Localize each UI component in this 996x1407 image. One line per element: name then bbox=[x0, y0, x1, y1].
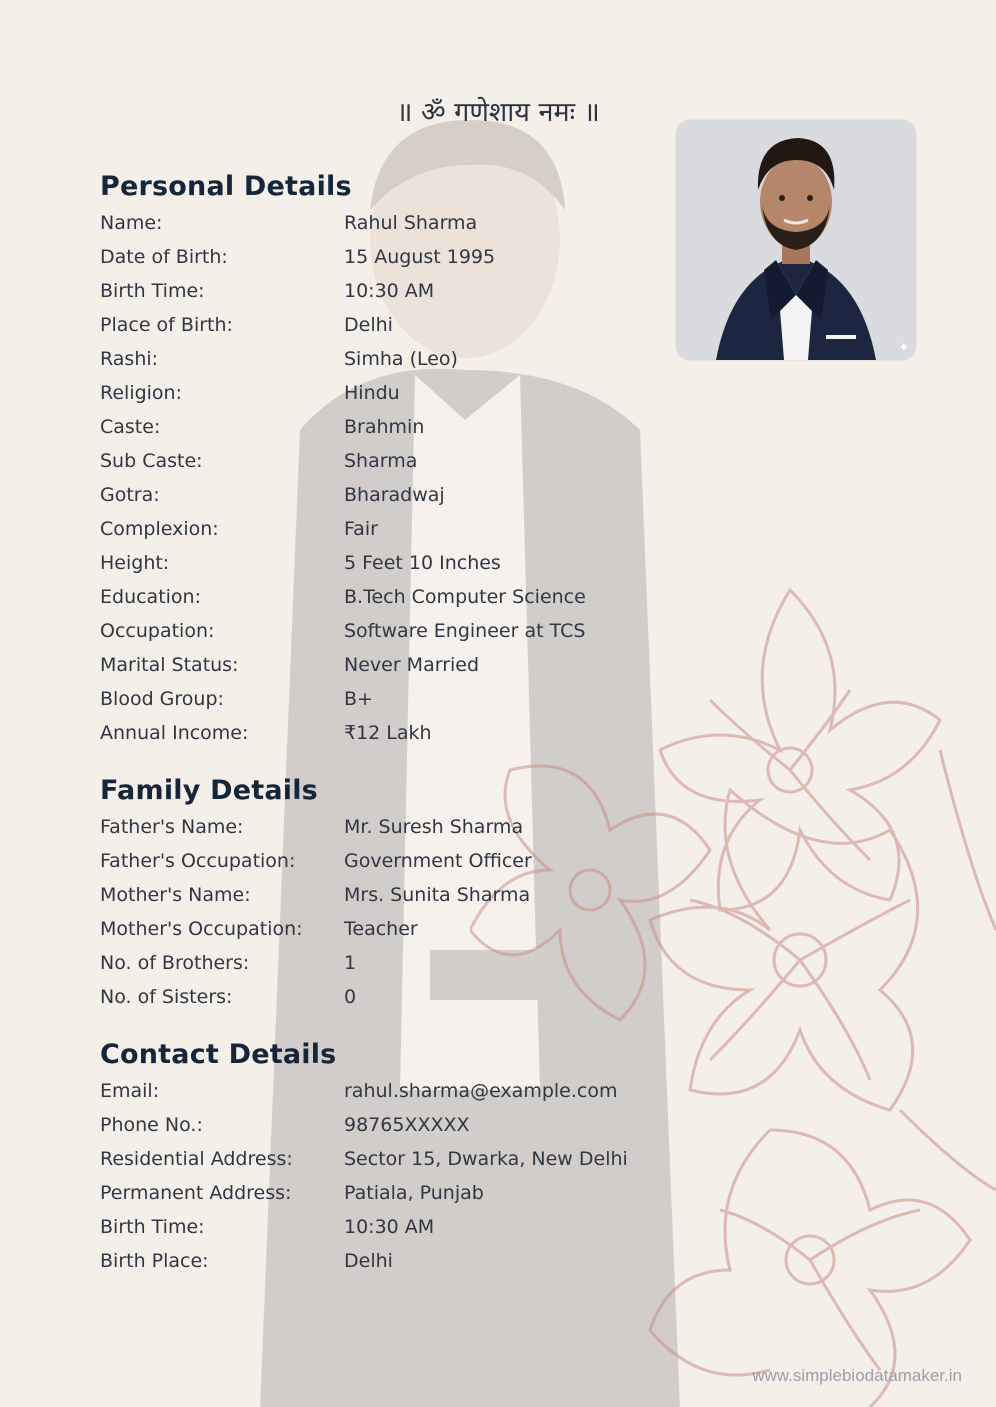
detail-label: Caste: bbox=[100, 416, 161, 438]
detail-row bbox=[100, 546, 700, 580]
contact-details-heading: Contact Details bbox=[100, 1039, 337, 1070]
detail-row bbox=[100, 444, 700, 478]
detail-value: ₹12 Lakh bbox=[344, 722, 432, 744]
detail-label: Father's Occupation: bbox=[100, 850, 296, 872]
biodata-content bbox=[100, 168, 700, 1278]
detail-value: Rahul Sharma bbox=[344, 212, 478, 234]
detail-label: Complexion: bbox=[100, 518, 219, 540]
detail-row bbox=[100, 274, 700, 308]
detail-row bbox=[100, 512, 700, 546]
detail-label: Marital Status: bbox=[100, 654, 239, 676]
detail-label: Occupation: bbox=[100, 620, 215, 642]
detail-label: Birth Place: bbox=[100, 1250, 209, 1272]
detail-row bbox=[100, 376, 700, 410]
detail-row bbox=[100, 1176, 700, 1210]
detail-label: Height: bbox=[100, 552, 170, 574]
detail-value: rahul.sharma@example.com bbox=[344, 1080, 618, 1102]
detail-value: 5 Feet 10 Inches bbox=[344, 552, 501, 574]
family-details-list bbox=[100, 810, 700, 1014]
detail-label: Permanent Address: bbox=[100, 1182, 292, 1204]
detail-label: Rashi: bbox=[100, 348, 159, 370]
detail-value: Delhi bbox=[344, 1250, 393, 1272]
profile-photo bbox=[676, 120, 916, 360]
svg-text:✦: ✦ bbox=[898, 340, 910, 356]
detail-value: 1 bbox=[344, 952, 357, 974]
detail-row bbox=[100, 614, 700, 648]
detail-row bbox=[100, 878, 700, 912]
detail-label: Religion: bbox=[100, 382, 183, 404]
detail-label: Email: bbox=[100, 1080, 160, 1102]
detail-value: Government Officer bbox=[344, 850, 532, 872]
detail-value: 0 bbox=[344, 986, 357, 1008]
detail-value: Brahmin bbox=[344, 416, 425, 438]
detail-value: Patiala, Punjab bbox=[344, 1182, 484, 1204]
detail-label: No. of Sisters: bbox=[100, 986, 233, 1008]
detail-row bbox=[100, 1244, 700, 1278]
detail-value: Sharma bbox=[344, 450, 418, 472]
detail-row bbox=[100, 946, 700, 980]
personal-details-heading: Personal Details bbox=[100, 171, 352, 202]
detail-label: Phone No.: bbox=[100, 1114, 203, 1136]
detail-row bbox=[100, 716, 700, 750]
detail-row bbox=[100, 410, 700, 444]
detail-label: Annual Income: bbox=[100, 722, 249, 744]
detail-label: Education: bbox=[100, 586, 201, 608]
detail-row bbox=[100, 1074, 700, 1108]
detail-row bbox=[100, 240, 700, 274]
detail-label: Blood Group: bbox=[100, 688, 224, 710]
detail-row bbox=[100, 912, 700, 946]
detail-row bbox=[100, 342, 700, 376]
detail-value: 10:30 AM bbox=[344, 280, 435, 302]
detail-label: No. of Brothers: bbox=[100, 952, 250, 974]
detail-row bbox=[100, 810, 700, 844]
detail-label: Birth Time: bbox=[100, 280, 205, 302]
detail-value: Fair bbox=[344, 518, 378, 540]
detail-row bbox=[100, 1108, 700, 1142]
detail-value: 98765XXXXX bbox=[344, 1114, 470, 1136]
detail-row bbox=[100, 980, 700, 1014]
detail-label: Residential Address: bbox=[100, 1148, 293, 1170]
detail-value: Teacher bbox=[344, 918, 418, 940]
detail-label: Gotra: bbox=[100, 484, 160, 506]
detail-label: Sub Caste: bbox=[100, 450, 203, 472]
detail-value: B.Tech Computer Science bbox=[344, 586, 586, 608]
detail-value: Software Engineer at TCS bbox=[344, 620, 586, 642]
detail-value: Never Married bbox=[344, 654, 480, 676]
detail-label: Father's Name: bbox=[100, 816, 244, 838]
detail-value: Simha (Leo) bbox=[344, 348, 458, 370]
detail-row bbox=[100, 844, 700, 878]
detail-value: Sector 15, Dwarka, New Delhi bbox=[344, 1148, 628, 1170]
contact-details-list bbox=[100, 1074, 700, 1278]
detail-row bbox=[100, 648, 700, 682]
detail-row bbox=[100, 206, 700, 240]
detail-value: Mrs. Sunita Sharma bbox=[344, 884, 531, 906]
detail-value: Delhi bbox=[344, 314, 393, 336]
website-watermark: www.simplebiodatamaker.in bbox=[752, 1366, 962, 1385]
detail-row bbox=[100, 308, 700, 342]
detail-value: 10:30 AM bbox=[344, 1216, 435, 1238]
detail-label: Mother's Occupation: bbox=[100, 918, 303, 940]
detail-label: Name: bbox=[100, 212, 163, 234]
ganesh-invocation: ॥ ॐ गणेशाय नमः ॥ bbox=[396, 97, 600, 128]
detail-label: Birth Time: bbox=[100, 1216, 205, 1238]
personal-details-list bbox=[100, 206, 700, 750]
detail-value: Hindu bbox=[344, 382, 400, 404]
detail-row bbox=[100, 1210, 700, 1244]
detail-label: Mother's Name: bbox=[100, 884, 251, 906]
detail-value: Bharadwaj bbox=[344, 484, 445, 506]
detail-value: Mr. Suresh Sharma bbox=[344, 816, 524, 838]
detail-value: 15 August 1995 bbox=[344, 246, 496, 268]
family-details-heading: Family Details bbox=[100, 775, 318, 806]
detail-value: B+ bbox=[344, 688, 373, 710]
detail-row bbox=[100, 1142, 700, 1176]
detail-label: Date of Birth: bbox=[100, 246, 228, 268]
detail-row bbox=[100, 478, 700, 512]
detail-row bbox=[100, 682, 700, 716]
detail-row bbox=[100, 580, 700, 614]
detail-label: Place of Birth: bbox=[100, 314, 233, 336]
